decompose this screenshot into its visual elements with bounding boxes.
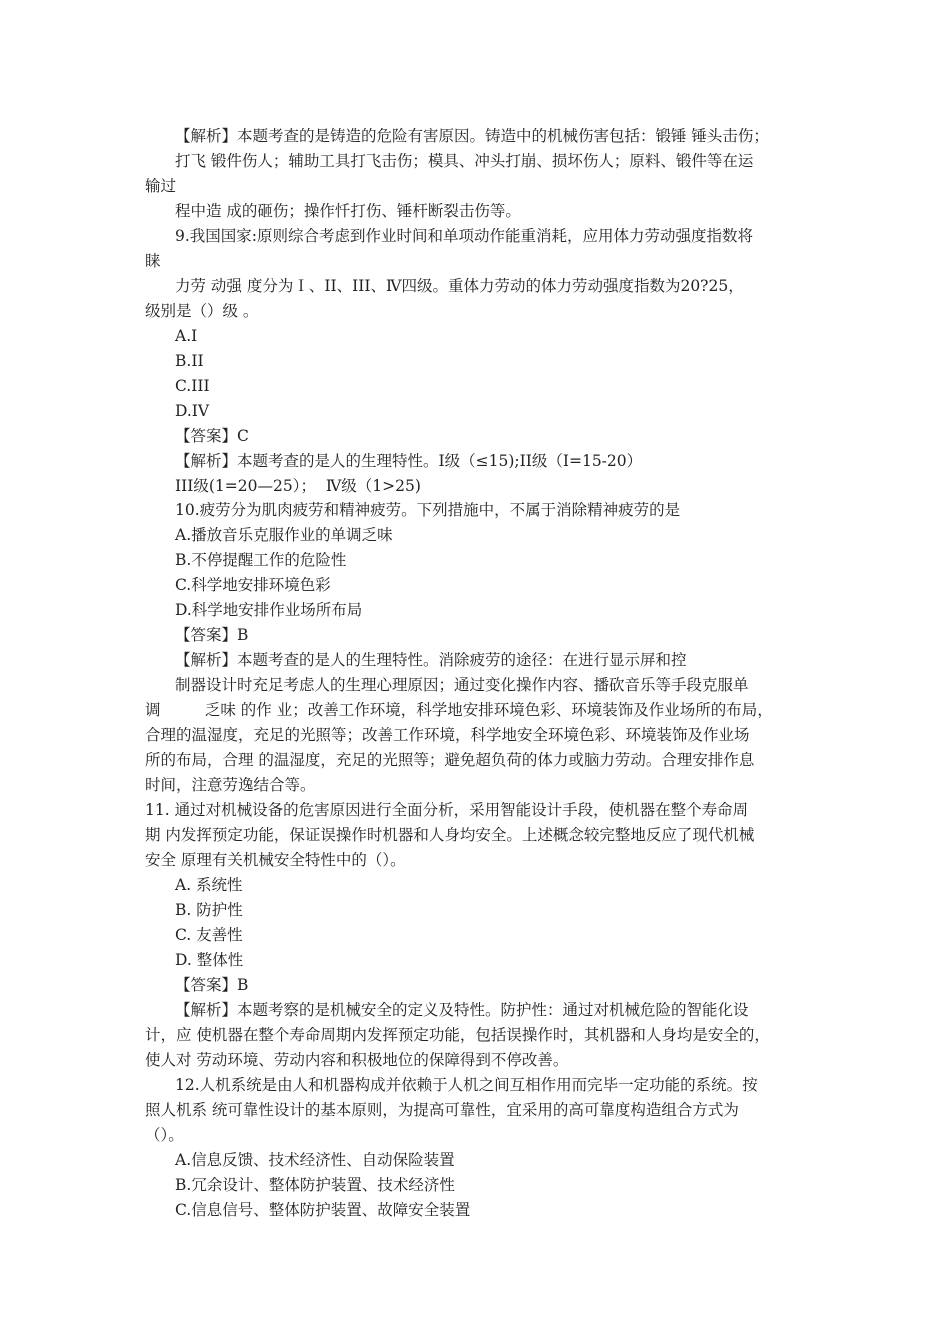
text-line: C.科学地安排环境色彩 <box>175 576 331 594</box>
text-line: 合理的温湿度，充足的光照等；改善工作环境，科学地安全环境色彩、环境装饰及作业场 <box>145 726 750 744</box>
text-line: 使人对 劳动环境、劳动内容和积极地位的保障得到不停改善。 <box>145 1051 569 1069</box>
text-line: 12.人机系统是由人和机器构成并依赖于人机之间互相作用而完毕一定功能的系统。按 <box>175 1076 758 1094</box>
text-line: 计，应 使机器在整个寿命周期内发挥预定功能，包括误操作时，其机器和人身均是安全的， <box>145 1026 770 1044</box>
text-line: 制器设计时充足考虑人的生理心理原因；通过变化操作内容、播砍音乐等手段克服单 <box>175 676 749 694</box>
text-line: D. 整体性 <box>175 951 244 969</box>
text-line: 9.我国国家:原则综合考虑到作业时间和单项动作能重消耗，应用体力劳动强度指数将 <box>175 227 754 245</box>
text-line: 力劳 动强 度分为Ｉ、II、III、Ⅳ四级。重体力劳动的体力劳动强度指数为20?25， <box>175 277 744 295</box>
text-line: 睐 <box>145 252 161 270</box>
text-line: 【解析】本题考查的是人的生理特性。消除疲劳的途径：在进行显示屏和控 <box>175 651 687 669</box>
text-line: B.II <box>175 352 204 370</box>
text-line: 11. 通过对机械设备的危害原因进行全面分析，采用智能设计手段，使机器在整个寿命周 <box>145 801 749 819</box>
text-line: 【答案】C <box>175 427 249 445</box>
text-line: D.科学地安排作业场所布局 <box>175 601 363 619</box>
text-line: 【解析】本题考查的是铸造的危险有害原因。铸造中的机械伤害包括：锻锤 锤头击伤； <box>175 127 769 145</box>
text-line: 级别是（）级 。 <box>145 302 259 320</box>
text-line: C.信息信号、整体防护装置、故障安全装置 <box>175 1201 471 1219</box>
text-line: B. 防护性 <box>175 901 243 919</box>
text-line: 照人机系 统可靠性设计的基本原则，为提高可靠性，宜采用的高可靠度构造组合方式为 <box>145 1101 739 1119</box>
text-line: 输过 <box>145 177 177 195</box>
text-line: 期 内发挥预定功能，保证误操作时机器和人身均安全。上述概念较完整地反应了现代机械 <box>145 826 755 844</box>
text-line: 打飞 锻件伤人；辅助工具打飞击伤；模具、冲头打崩、损坏伤人；原料、锻件等在运 <box>175 152 754 170</box>
text-line: III级(1=20—25）； Ⅳ级（1>25) <box>175 477 421 495</box>
text-line: 【解析】本题考察的是机械安全的定义及特性。防护性：通过对机械危险的智能化设 <box>175 1001 749 1019</box>
text-line: 调 乏味 的作 业；改善工作环境，科学地安排环境色彩、环境装饰及作业场所的布局， <box>145 701 773 719</box>
text-line: C.III <box>175 377 210 395</box>
text-line: 程中造 成的砸伤；操作忏打伤、锤杆断裂击伤等。 <box>175 202 521 220</box>
text-line: 安全 原理有关机械安全特性中的（）。 <box>145 851 406 869</box>
text-line: （）。 <box>145 1126 184 1144</box>
text-line: C. 友善性 <box>175 926 243 944</box>
text-line: A.播放音乐克服作业的单调乏味 <box>175 526 393 544</box>
text-line: 时间，注意劳逸结合等。 <box>145 776 316 794</box>
text-line: A. 系统性 <box>175 876 243 894</box>
text-line: A.I <box>175 327 198 345</box>
text-line: B.冗余设计、整体防护装置、技术经济性 <box>175 1176 455 1194</box>
text-line: D.IV <box>175 402 210 420</box>
text-line: B.不停提醒工作的危险性 <box>175 551 347 569</box>
text-line: 【解析】本题考查的是人的生理特性。I级（≤15);II级（I=15-20） <box>175 452 643 470</box>
text-line: 所的布局，合理 的温湿度，充足的光照等；避免超负荷的体力或脑力劳动。合理安排作息 <box>145 751 755 769</box>
text-line: 10.疲劳分为肌肉疲劳和精神疲劳。下列措施中，不属于消除精神疲劳的是 <box>175 501 681 519</box>
text-line: 【答案】B <box>175 976 249 994</box>
text-line: A.信息反馈、技术经济性、自动保险装置 <box>175 1151 455 1169</box>
text-line: 【答案】B <box>175 626 249 644</box>
